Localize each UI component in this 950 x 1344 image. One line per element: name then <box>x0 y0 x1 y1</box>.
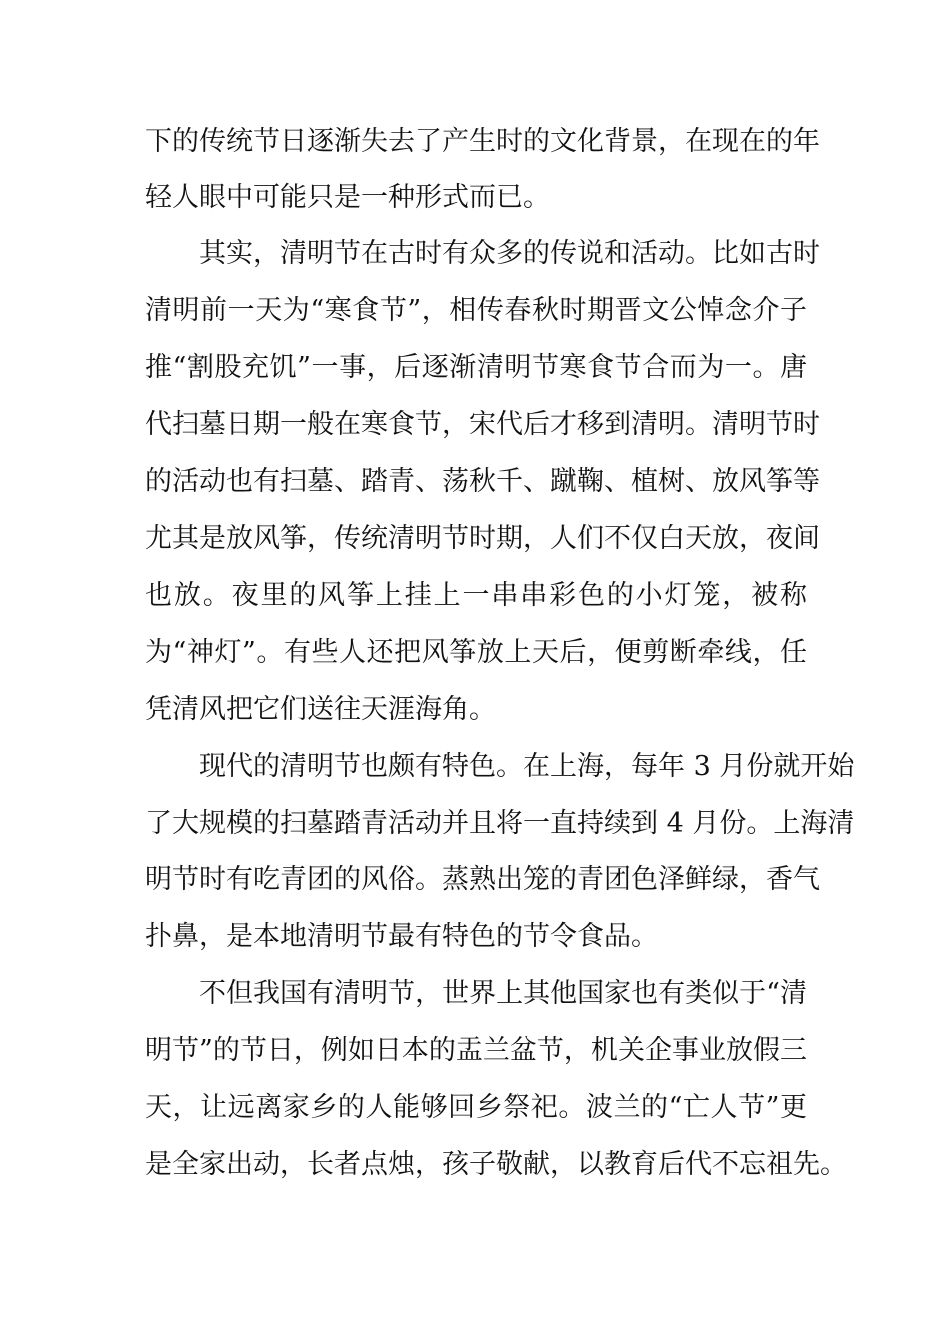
text-line: 也放。夜里的风筝上挂上一串串彩色的小灯笼，被称 <box>145 580 807 611</box>
text-line: 不但我国有清明节，世界上其他国家也有类似于“清 <box>199 978 807 1009</box>
text-line: 明节”的节日，例如日本的盂兰盆节，机关企事业放假三 <box>145 1035 807 1066</box>
text-line: 代扫墓日期一般在寒食节，宋代后才移到清明。清明节时 <box>145 409 820 440</box>
text-line: 尤其是放风筝，传统清明节时期，人们不仅白天放，夜间 <box>145 523 820 554</box>
text-line: 凭清风把它们送往天涯海角。 <box>145 694 496 725</box>
text-line: 推“割股充饥”一事，后逐渐清明节寒食节合而为一。唐 <box>145 352 807 383</box>
text-line: 清明前一天为“寒食节”，相传春秋时期晋文公悼念介子 <box>145 295 807 326</box>
text-line: 为“神灯”。有些人还把风筝放上天后，便剪断牵线，任 <box>145 637 807 668</box>
text-line: 了大规模的扫墓踏青活动并且将一直持续到 4 月份。上海清 <box>145 808 855 839</box>
text-line: 天，让远离家乡的人能够回乡祭祀。波兰的“亡人节”更 <box>145 1092 807 1123</box>
text-line: 的活动也有扫墓、踏青、荡秋千、蹴鞠、植树、放风筝等 <box>145 466 820 497</box>
text-line: 其实，清明节在古时有众多的传说和活动。比如古时 <box>199 238 820 269</box>
text-line: 现代的清明节也颇有特色。在上海，每年 3 月份就开始 <box>199 751 855 782</box>
text-line: 轻人眼中可能只是一种形式而已。 <box>145 182 550 213</box>
text-line: 扑鼻，是本地清明节最有特色的节令食品。 <box>145 921 658 952</box>
text-line: 明节时有吃青团的风俗。蒸熟出笼的青团色泽鲜绿，香气 <box>145 864 820 895</box>
text-line: 下的传统节日逐渐失去了产生时的文化背景，在现在的年 <box>145 126 820 157</box>
text-line: 是全家出动，长者点烛，孩子敬献，以教育后代不忘祖先。 <box>145 1149 847 1180</box>
